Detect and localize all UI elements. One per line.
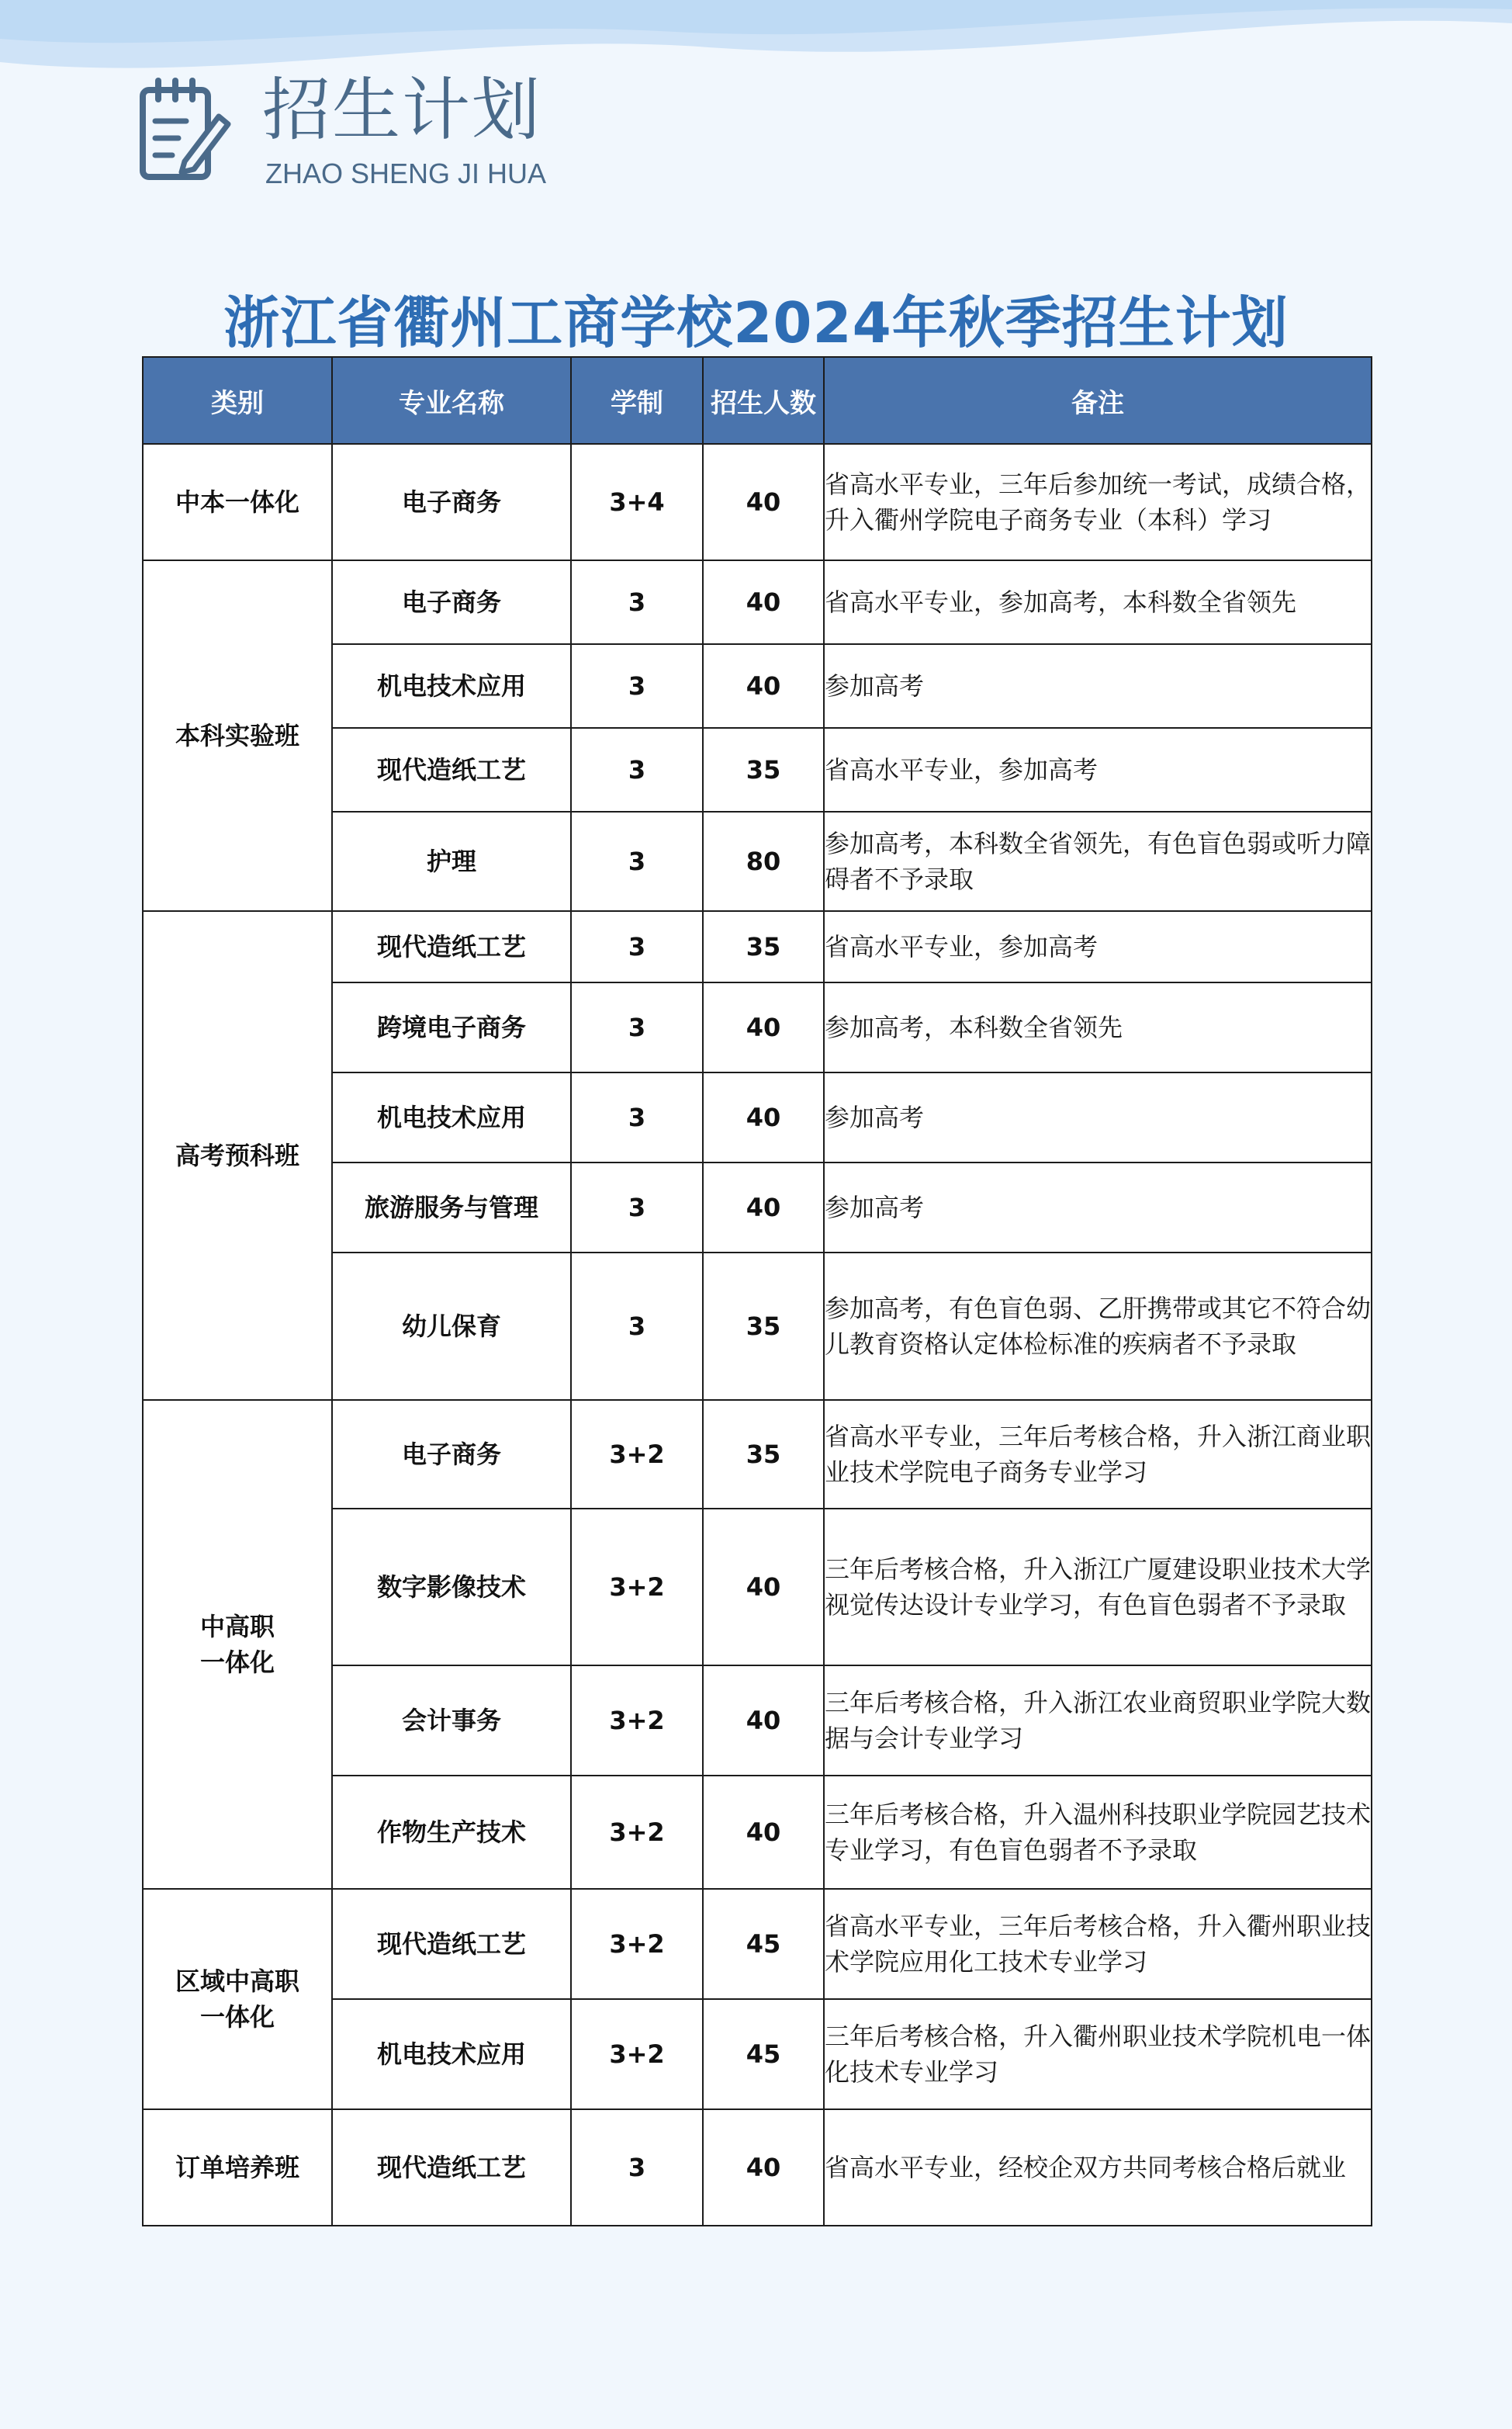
category-cell: 订单培养班: [143, 2109, 332, 2226]
header-category: 类别: [143, 357, 332, 444]
years-cell: 3+2: [571, 1400, 703, 1509]
logo-title: 招生计划: [262, 70, 542, 150]
count-cell: 35: [703, 1400, 824, 1509]
count-cell: 40: [703, 1776, 824, 1889]
major-cell: 电子商务: [332, 560, 571, 644]
years-cell: 3: [571, 2109, 703, 2226]
years-cell: 3: [571, 728, 703, 812]
years-cell: 3+4: [571, 444, 703, 560]
count-cell: 40: [703, 444, 824, 560]
count-cell: 40: [703, 1665, 824, 1776]
category-cell: 中本一体化: [143, 444, 332, 560]
major-cell: 现代造纸工艺: [332, 1889, 571, 1999]
count-cell: 40: [703, 644, 824, 728]
note-cell: 参加高考，本科数全省领先，有色盲色弱或听力障碍者不予录取: [824, 812, 1372, 911]
note-cell: 三年后考核合格，升入浙江农业商贸职业学院大数据与会计专业学习: [824, 1665, 1372, 1776]
table-row: [143, 1400, 1372, 1509]
category-cell: 区域中高职 一体化: [143, 1889, 332, 2109]
header-major: 专业名称: [332, 357, 571, 444]
logo-pinyin: ZHAO SHENG JI HUA: [265, 158, 547, 189]
major-cell: 数字影像技术: [332, 1509, 571, 1665]
major-cell: 电子商务: [332, 1400, 571, 1509]
count-cell: 40: [703, 2109, 824, 2226]
note-cell: 三年后考核合格，升入温州科技职业学院园艺技术专业学习，有色盲色弱者不予录取: [824, 1776, 1372, 1889]
major-cell: 幼儿保育: [332, 1253, 571, 1400]
years-cell: 3: [571, 812, 703, 911]
count-cell: 40: [703, 1163, 824, 1253]
major-cell: 现代造纸工艺: [332, 728, 571, 812]
note-cell: 省高水平专业，三年后参加统一考试，成绩合格，升入衢州学院电子商务专业（本科）学习: [824, 444, 1372, 560]
count-cell: 40: [703, 1509, 824, 1665]
count-cell: 40: [703, 1072, 824, 1163]
count-cell: 35: [703, 1253, 824, 1400]
notepad-pencil-icon: [138, 74, 231, 183]
count-cell: 45: [703, 1889, 824, 1999]
years-cell: 3+2: [571, 1999, 703, 2109]
count-cell: 80: [703, 812, 824, 911]
note-cell: 省高水平专业，经校企双方共同考核合格后就业: [824, 2109, 1372, 2226]
note-cell: 省高水平专业，参加高考: [824, 911, 1372, 982]
note-cell: 省高水平专业，三年后考核合格，升入浙江商业职业技术学院电子商务专业学习: [824, 1400, 1372, 1509]
years-cell: 3+2: [571, 1776, 703, 1889]
major-cell: 跨境电子商务: [332, 982, 571, 1072]
note-cell: 参加高考: [824, 1072, 1372, 1163]
note-cell: 省高水平专业，三年后考核合格，升入衢州职业技术学院应用化工技术专业学习: [824, 1889, 1372, 1999]
count-cell: 40: [703, 560, 824, 644]
count-cell: 35: [703, 911, 824, 982]
years-cell: 3: [571, 1163, 703, 1253]
major-cell: 机电技术应用: [332, 1999, 571, 2109]
major-cell: 机电技术应用: [332, 644, 571, 728]
header-count: 招生人数: [703, 357, 824, 444]
table-body: [143, 444, 1372, 2226]
major-cell: 旅游服务与管理: [332, 1163, 571, 1253]
years-cell: 3+2: [571, 1665, 703, 1776]
table-row: [143, 560, 1372, 644]
table-header-row: [143, 357, 1372, 444]
count-cell: 35: [703, 728, 824, 812]
note-cell: 省高水平专业，参加高考: [824, 728, 1372, 812]
page-title: 浙江省衢州工商学校2024年秋季招生计划: [223, 290, 1289, 356]
enrollment-plan-table: [142, 356, 1372, 2226]
header-years: 学制: [571, 357, 703, 444]
years-cell: 3: [571, 982, 703, 1072]
note-cell: 参加高考: [824, 1163, 1372, 1253]
years-cell: 3: [571, 560, 703, 644]
note-cell: 省高水平专业，参加高考，本科数全省领先: [824, 560, 1372, 644]
major-cell: 现代造纸工艺: [332, 911, 571, 982]
major-cell: 机电技术应用: [332, 1072, 571, 1163]
major-cell: 电子商务: [332, 444, 571, 560]
major-cell: 现代造纸工艺: [332, 2109, 571, 2226]
note-cell: 三年后考核合格，升入浙江广厦建设职业技术大学视觉传达设计专业学习，有色盲色弱者不予录取: [824, 1509, 1372, 1665]
table-row: [143, 911, 1372, 982]
note-cell: 参加高考: [824, 644, 1372, 728]
count-cell: 45: [703, 1999, 824, 2109]
years-cell: 3+2: [571, 1509, 703, 1665]
major-cell: 护理: [332, 812, 571, 911]
years-cell: 3: [571, 1072, 703, 1163]
note-cell: 参加高考，有色盲色弱、乙肝携带或其它不符合幼儿教育资格认定体检标准的疾病者不予录取: [824, 1253, 1372, 1400]
logo: [138, 70, 573, 202]
table-row: [143, 1889, 1372, 1999]
category-cell: 本科实验班: [143, 560, 332, 911]
years-cell: 3+2: [571, 1889, 703, 1999]
major-cell: 作物生产技术: [332, 1776, 571, 1889]
category-cell: 高考预科班: [143, 911, 332, 1400]
major-cell: 会计事务: [332, 1665, 571, 1776]
header-note: 备注: [824, 357, 1372, 444]
years-cell: 3: [571, 911, 703, 982]
category-cell: 中高职 一体化: [143, 1400, 332, 1889]
years-cell: 3: [571, 1253, 703, 1400]
table-row: [143, 444, 1372, 560]
count-cell: 40: [703, 982, 824, 1072]
note-cell: 参加高考，本科数全省领先: [824, 982, 1372, 1072]
note-cell: 三年后考核合格，升入衢州职业技术学院机电一体化技术专业学习: [824, 1999, 1372, 2109]
table-row: [143, 2109, 1372, 2226]
years-cell: 3: [571, 644, 703, 728]
